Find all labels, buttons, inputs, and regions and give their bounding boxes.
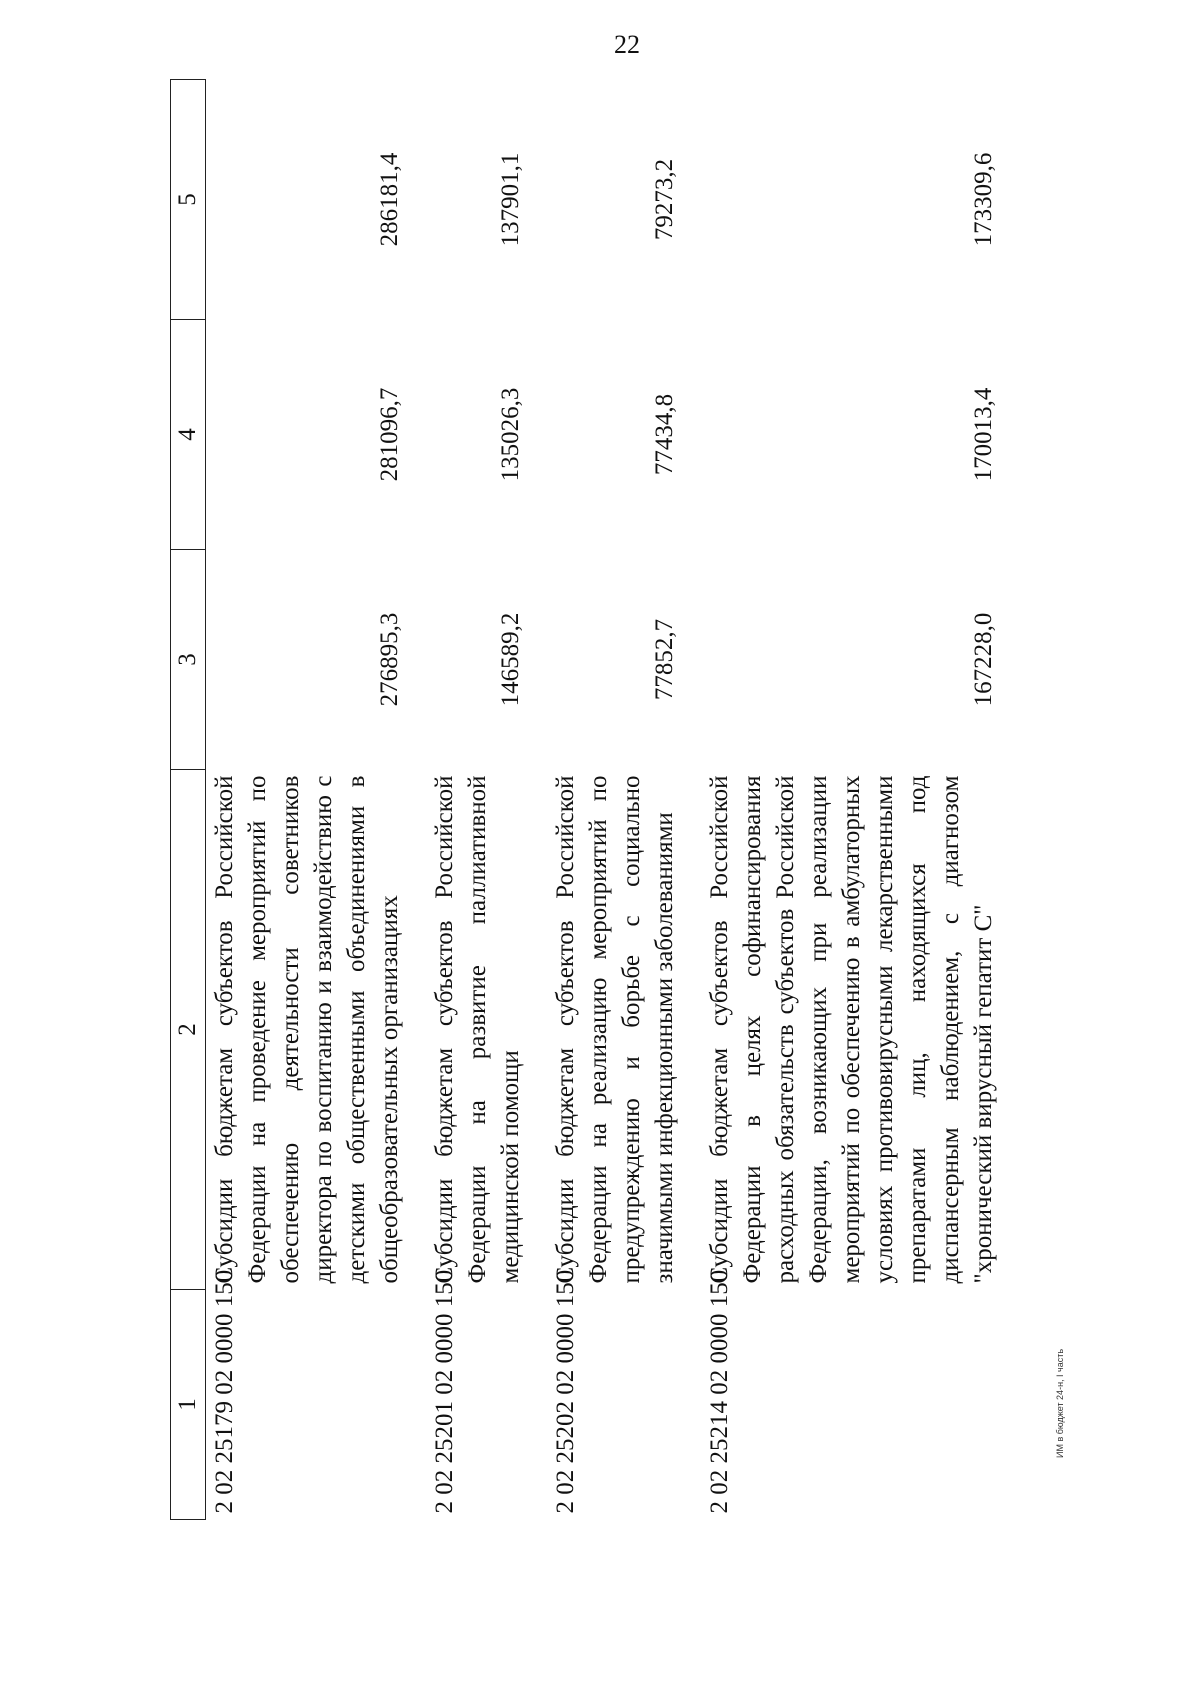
footer-note: ИМ в бюджет 24-н, I часть [1054, 1348, 1065, 1458]
column-number: 1 [171, 1290, 206, 1520]
column-number: 2 [171, 770, 206, 1290]
column-number: 4 [171, 320, 206, 550]
value-col-4: 281096,7 [376, 387, 403, 482]
row-description: Субсидии бюджетам субъектов Российской Федерации на реализацию мероприятий по предупреждению и борьбе с социально значимыми инфекционными заболеваниями [552, 775, 678, 1284]
table-row [206, 80, 427, 1520]
row-description: Субсидии бюджетам субъектов Российской Федерации на проведение мероприятий по обеспечению деятельности советников директора по воспитанию и взаимодействию с детскими общественными объединениями в общеобразовательных организациях [211, 775, 403, 1284]
column-number: 3 [171, 550, 206, 770]
value-col-5: 173309,6 [970, 152, 997, 247]
value-col-4: 170013,4 [970, 387, 997, 482]
page-number: 22 [614, 30, 640, 59]
value-col-5: 79273,2 [651, 158, 678, 241]
budget-table [170, 79, 1020, 1520]
table-row [701, 80, 1020, 1520]
value-col-4: 135026,3 [497, 387, 524, 482]
row-description: Субсидии бюджетам субъектов Российской Федерации в целях софинансирования расходных обязательств субъектов Российской Федерации, возникающих при реализации мероприятий по обеспечению в амбулаторных условиях противовирусными лекарственными препаратами лиц, находящихся под диспансерным наблюдением, с диагнозом "хронический вирусный гепатит С" [706, 775, 997, 1284]
value-col-3: 77852,7 [651, 618, 678, 701]
row-description: Субсидии бюджетам субъектов Российской Федерации на развитие паллиативной медицинской помощи [431, 775, 524, 1284]
document-body [170, 80, 1050, 1520]
budget-code: 2 02 25201 02 0000 150 [431, 1269, 458, 1514]
value-col-4: 77434,8 [651, 393, 678, 476]
budget-code: 2 02 25202 02 0000 150 [552, 1269, 579, 1514]
value-col-5: 137901,1 [497, 152, 524, 247]
value-col-3: 276895,3 [376, 612, 403, 707]
budget-code: 2 02 25179 02 0000 150 [211, 1269, 238, 1514]
table-row [547, 80, 701, 1520]
column-number-row [171, 80, 206, 1520]
value-col-3: 146589,2 [497, 612, 524, 707]
value-col-5: 286181,4 [376, 152, 403, 247]
value-col-3: 167228,0 [970, 612, 997, 707]
table-row [426, 80, 547, 1520]
budget-code: 2 02 25214 02 0000 150 [706, 1269, 733, 1514]
column-number: 5 [171, 80, 206, 320]
